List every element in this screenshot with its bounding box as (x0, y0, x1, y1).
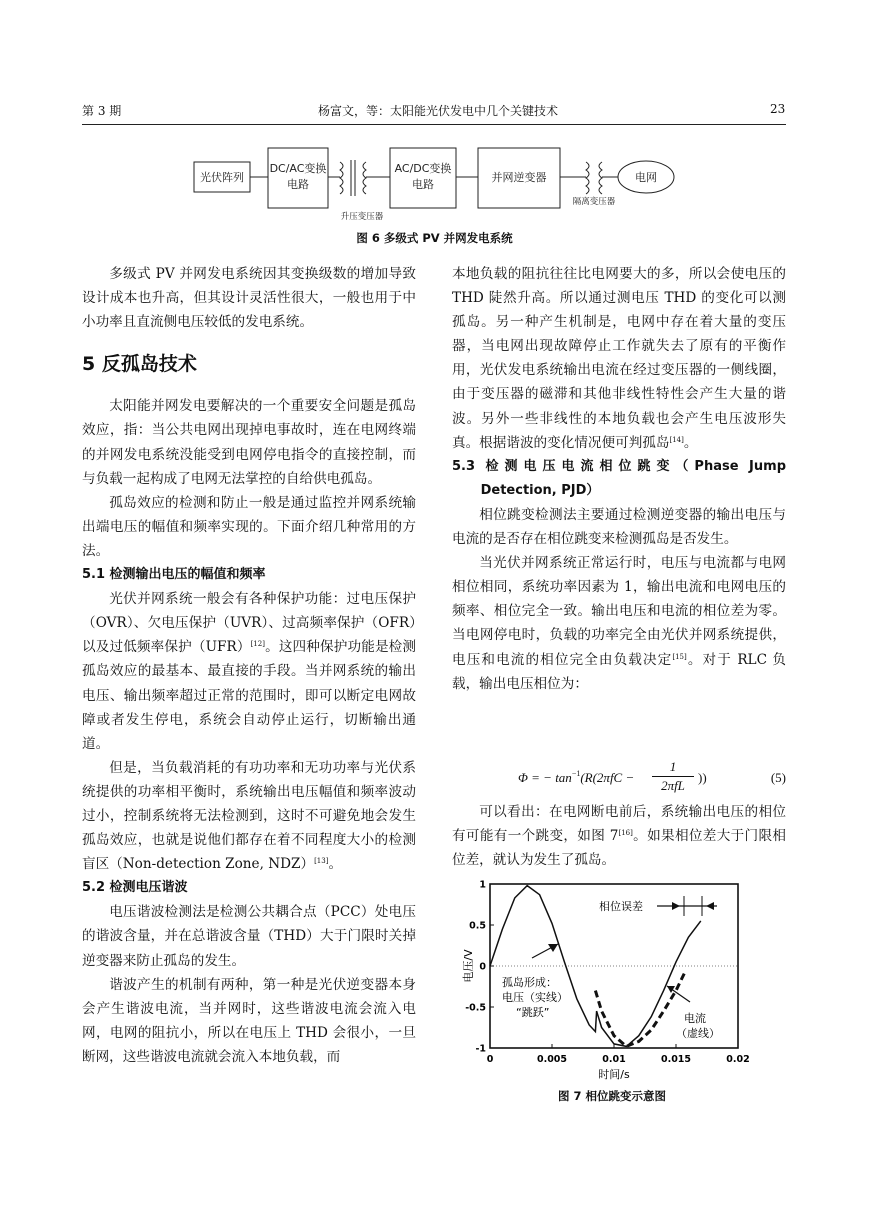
section-5-1-heading: 5.1 检测输出电压的幅值和频率 (82, 567, 266, 583)
paragraph: 太阳能并网发电要解决的一个重要安全问题是孤岛效应，指：当公共电网出现掉电事故时，连在电网终端的并网发电系统没能受到电网停电指令的直接控制，而与负载一起构成了电网无法掌控的自给供电孤岛。 (82, 398, 416, 487)
label-boost-transformer: 升压变压器 (340, 212, 384, 222)
iso-transformer-coil-right (599, 162, 602, 194)
boost-transformer-coil-right (363, 162, 366, 194)
box-pv-array: 光伏阵列 (200, 171, 244, 184)
eq-sup: −1 (571, 769, 581, 778)
x-axis-label: 时间/s (598, 1068, 630, 1081)
y-tick-label: 1 (479, 879, 486, 891)
phase-arrow-head-right (706, 902, 714, 910)
phase-arrow-head-left (672, 902, 680, 910)
running-title: 杨富文，等：太阳能光伏发电中几个关键技术 (318, 104, 559, 118)
paragraph: 电压谐波检测法是检测公共耦合点（PCC）处电压的谐波含量，并在总谐波含量（THD）大于门限时关掉逆变器来防止孤岛的发生。 (82, 904, 416, 969)
section-5-3-heading: 5.3 检测电压电流相位跳变（Phase Jump Detection, PJD） (452, 458, 786, 498)
box-dcac-line2: 电路 (287, 178, 309, 191)
x-tick-label: 0.015 (660, 1054, 692, 1065)
box-acdc-line2: 电路 (412, 178, 434, 191)
annotation-island-3: “跳跃” (516, 1006, 550, 1019)
paragraph: 但是，当负载消耗的有功功率和无功功率与光伏系统提供的功率相平衡时，系统输出电压幅值和频率波动过小，控制系统将无法检测到，这时不可避免地会发生孤岛效应，也就是说他们都存在着不同程度大小的检测盲区（Non-detection Zone, NDZ）[13]。 (82, 759, 416, 873)
paragraph: 谐波产生的机制有两种，第一种是光伏逆变器本身会产生谐波电流，当并网时，这些谐波电流会流入电网，电网的阻抗小，所以在电压上 THD 会很小，一旦断网，这些谐波电流就会流入本地负载，而 (82, 976, 416, 1065)
citation: [13] (314, 857, 329, 866)
equation-5 (452, 758, 786, 800)
annotation-island-2: 电压（实线） (502, 991, 568, 1004)
citation: [14] (669, 435, 684, 444)
paragraph: 光伏并网系统一般会有各种保护功能：过电压保护（OVR）、欠电压保护（UVR）、过高频率保护（OFR）以及过低频率保护（UFR）[12]。这四种保护功能是检测孤岛效应的最基本、最直接的手段。当并网系统的输出电压、输出频率超过正常的范围时，即可以断定电网故障或者发生停电，系统会自动停止运行，切断输出通道。 (82, 591, 416, 752)
header-rule (82, 124, 786, 125)
citation: [12] (250, 640, 265, 649)
label-isolation-transformer: 隔离变压器 (572, 197, 616, 207)
iso-transformer-coil-left (586, 162, 589, 194)
x-tick-label: 0.02 (726, 1054, 750, 1065)
x-tick-label: 0.005 (536, 1054, 568, 1065)
equation-number: (5) (770, 770, 786, 785)
boost-transformer-coil-left (340, 162, 343, 194)
right-column-lower (452, 800, 786, 872)
paragraph: 当光伏并网系统正常运行时，电压与电流都与电网相位相同，系统功率因素为 1，输出电流和电网电压的频率、相位完全一致。输出电压和电流的相位差为零。当电网停电时，负载的功率完全由光伏并网系统提供，电压和电流的相位完全由负载决定[15]。对于 RLC 负载，输出电压相位为： (452, 555, 786, 692)
y-tick-label: -1 (475, 1043, 486, 1055)
citation: [15] (672, 652, 687, 661)
series-current-dashed (595, 970, 686, 1046)
eq-mid: (R(2πfC − (580, 770, 635, 785)
section-5-heading: 5 反孤岛技术 (82, 353, 197, 376)
issue-number: 第 3 期 (82, 104, 122, 118)
paragraph: 多级式 PV 并网发电系统因其变换级数的增加导致设计成本也升高，但其设计灵活性很大，一般也用于中小功率且直流侧电压较低的发电系统。 (82, 266, 416, 331)
x-tick-label: 0.01 (602, 1054, 626, 1065)
eq-end: )) (698, 770, 707, 785)
annotation-current-2: （虚线） (676, 1027, 720, 1040)
paragraph: 可以看出：在电网断电前后，系统输出电压的相位有可能有一个跳变，如图 7[16]。如果相位差大于门限相位差，就认为发生了孤岛。 (452, 804, 786, 869)
y-tick-label: 0 (479, 961, 486, 973)
figure-6-caption: 图 6 多级式 PV 并网发电系统 (356, 231, 513, 245)
eq-denominator: 2πfL (661, 778, 685, 793)
paragraph: 本地负载的阻抗往往比电网要大的多，所以会使电压的 THD 陡然升高。所以通过测电压 THD 的变化可以测孤岛。另一种产生机制是，电网中存在着大量的变压器，当电网出现故障停止工作就失去了原有的平衡作用，光伏发电系统输出电流在经过变压器的一侧线圈，由于变压器的磁滞和其他非线性特性会产生大量的谐波。另外一些非线性的本地负载也会产生电压波形失真。根据谐波的变化情况便可判孤岛[14]。 (452, 266, 786, 451)
left-column (82, 262, 416, 1069)
citation: [16] (618, 829, 633, 838)
box-grid: 电网 (635, 171, 657, 184)
right-column (452, 262, 786, 696)
y-axis-label: 电压/V (462, 949, 475, 983)
box-inverter: 并网逆变器 (491, 171, 547, 184)
eq-lhs: Φ = − tan (518, 770, 572, 785)
x-tick-label: 0 (486, 1054, 494, 1065)
eq-numerator: 1 (652, 758, 694, 777)
figure-7-chart (462, 876, 762, 1082)
paragraph: 相位跳变检测法主要通过检测逆变器的输出电压与电流的是否存在相位跳变来检测孤岛是否发生。 (452, 506, 786, 548)
y-tick-label: -0.5 (465, 1002, 486, 1014)
paragraph: 孤岛效应的检测和防止一般是通过监控并网系统输出端电压的幅值和频率实现的。下面介绍几种常用的方法。 (82, 494, 416, 559)
figure-6-diagram (190, 140, 680, 224)
box-acdc-line1: AC/DC变换 (394, 162, 452, 175)
annotation-phase-error: 相位误差 (599, 900, 643, 913)
figure-7-caption: 图 7 相位跳变示意图 (557, 1089, 666, 1103)
section-5-2-heading: 5.2 检测电压谐波 (82, 880, 188, 896)
page-number: 23 (770, 102, 786, 116)
annotation-island-1: 孤岛形成： (502, 976, 557, 989)
box-dcac-line1: DC/AC变换 (269, 162, 327, 175)
y-tick-label: 0.5 (469, 920, 486, 932)
annotation-current-1: 电流 (684, 1012, 706, 1025)
